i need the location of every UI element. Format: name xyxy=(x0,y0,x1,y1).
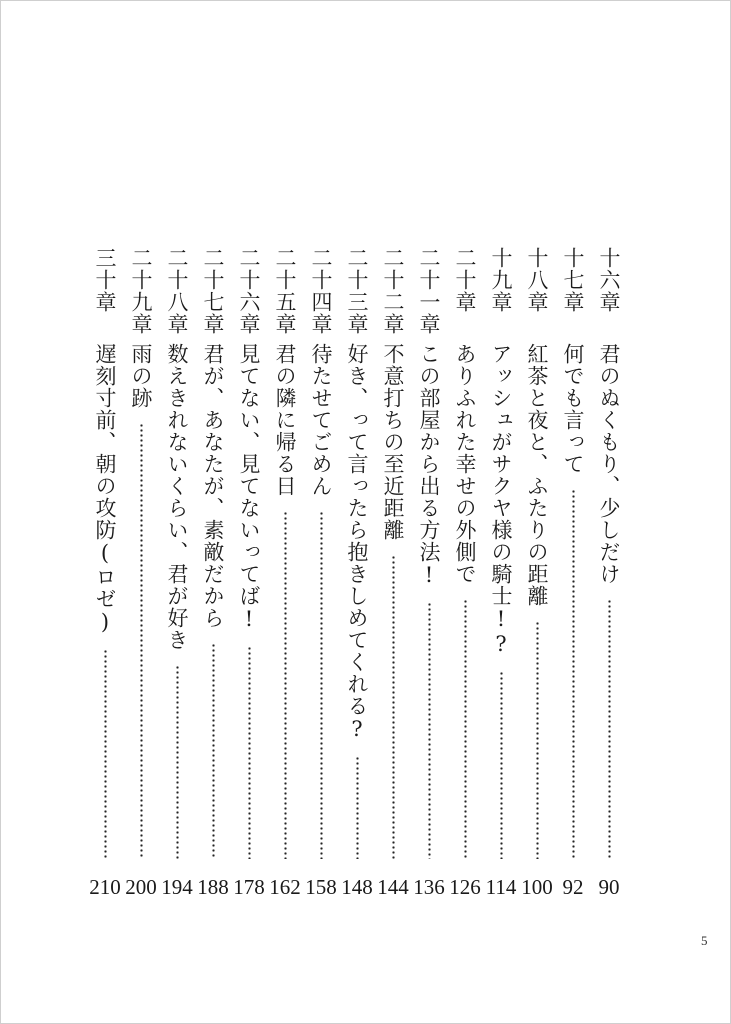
chapter-label: 二十五章 xyxy=(273,247,297,335)
chapter-title: この部屋から出る方法! xyxy=(417,343,441,588)
page-number: 178 xyxy=(233,875,265,899)
chapter-title: 見てない、見てないってば! xyxy=(237,343,261,632)
chapter-title: 何でも言って xyxy=(561,343,585,475)
page-number: 194 xyxy=(161,875,193,899)
dot-leader xyxy=(212,643,215,859)
chapter-label: 三十章 xyxy=(93,247,117,313)
dot-leader xyxy=(176,665,179,859)
page-number: 126 xyxy=(449,875,481,899)
chapter-title: 君のぬくもり、少しだけ xyxy=(597,343,621,585)
page-number: 144 xyxy=(377,875,409,899)
toc-entry[interactable] xyxy=(85,247,125,912)
dot-leader xyxy=(392,555,395,859)
page-number: 162 xyxy=(269,875,301,899)
toc-entry[interactable] xyxy=(337,247,377,912)
chapter-title: 雨の跡 xyxy=(129,343,153,409)
dot-leader xyxy=(608,599,611,859)
page-number: 90 xyxy=(598,875,620,899)
dot-leader xyxy=(428,602,431,859)
page-number: 188 xyxy=(197,875,229,899)
chapter-title: 紅茶と夜と、ふたりの距離 xyxy=(525,343,549,607)
page-number: 200 xyxy=(125,875,157,899)
page-number: 92 xyxy=(562,875,584,899)
table-of-contents xyxy=(79,247,639,912)
toc-entry[interactable] xyxy=(265,247,305,912)
toc-entry[interactable] xyxy=(229,247,269,912)
chapter-label: 十八章 xyxy=(525,247,549,313)
chapter-label: 二十四章 xyxy=(309,247,333,335)
chapter-title: 待たせてごめん xyxy=(309,343,333,497)
toc-entry[interactable] xyxy=(481,247,521,912)
chapter-title: 不意打ちの至近距離 xyxy=(381,343,405,541)
chapter-title: 数えきれないくらい、君が好き xyxy=(165,343,189,651)
toc-entry[interactable] xyxy=(589,247,629,912)
dot-leader xyxy=(284,511,287,859)
chapter-title: アッシュがサクヤ様の騎士!? xyxy=(489,343,513,657)
page-number: 210 xyxy=(89,875,121,899)
chapter-title: 遅刻寸前、朝の攻防(ロゼ) xyxy=(93,343,117,635)
chapter-label: 二十一章 xyxy=(417,247,441,335)
toc-entry[interactable] xyxy=(517,247,557,912)
chapter-label: 二十六章 xyxy=(237,247,261,335)
chapter-label: 二十二章 xyxy=(381,247,405,335)
toc-entry[interactable] xyxy=(409,247,449,912)
chapter-label: 二十三章 xyxy=(345,247,369,335)
chapter-label: 二十章 xyxy=(453,247,477,313)
toc-entry[interactable] xyxy=(373,247,413,912)
toc-entry[interactable] xyxy=(301,247,341,912)
dot-leader xyxy=(356,756,359,859)
dot-leader xyxy=(500,671,503,859)
toc-entry[interactable] xyxy=(121,247,161,912)
dot-leader xyxy=(464,599,467,859)
toc-entry[interactable] xyxy=(445,247,485,912)
dot-leader xyxy=(104,649,107,859)
chapter-label: 十六章 xyxy=(597,247,621,313)
chapter-title: 君の隣に帰る日 xyxy=(273,343,297,497)
page-number: 148 xyxy=(341,875,373,899)
toc-entry[interactable] xyxy=(193,247,233,912)
chapter-label: 二十八章 xyxy=(165,247,189,335)
chapter-title: 君が、あなたが、素敵だから xyxy=(201,343,225,629)
chapter-label: 二十七章 xyxy=(201,247,225,335)
chapter-label: 二十九章 xyxy=(129,247,153,335)
folio-page-number: 5 xyxy=(701,933,708,948)
page-number: 158 xyxy=(305,875,337,899)
chapter-title: 好き、って言ったら抱きしめてくれる? xyxy=(345,343,369,742)
toc-entry[interactable] xyxy=(157,247,197,912)
chapter-label: 十七章 xyxy=(561,247,585,313)
dot-leader xyxy=(248,646,251,859)
dot-leader xyxy=(320,511,323,859)
dot-leader xyxy=(572,489,575,859)
page-number: 114 xyxy=(485,875,517,899)
chapter-title: ありふれた幸せの外側で xyxy=(453,343,477,585)
dot-leader xyxy=(536,621,539,859)
toc-entry[interactable] xyxy=(553,247,593,912)
chapter-label: 十九章 xyxy=(489,247,513,313)
page-number: 100 xyxy=(521,875,553,899)
dot-leader xyxy=(140,423,143,859)
page-number: 136 xyxy=(413,875,445,899)
